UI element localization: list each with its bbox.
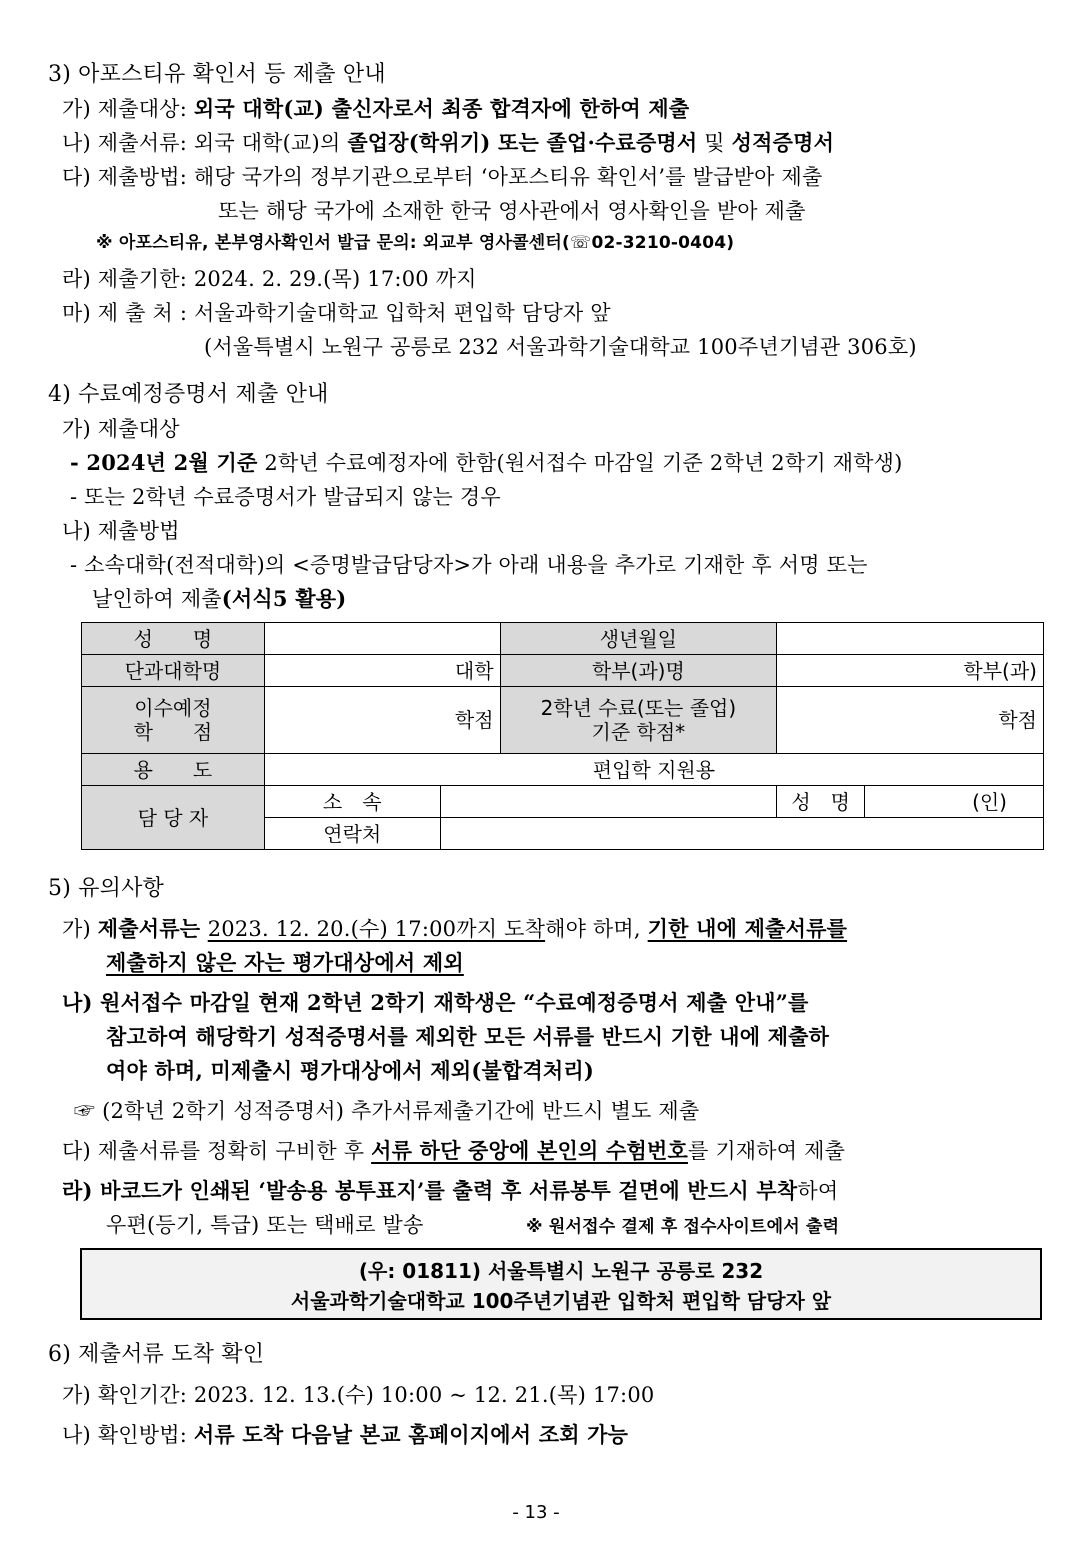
s5-ga-bold: 제출서류는 [97, 916, 208, 941]
s5-da-prefix: 다) 제출서류를 정확히 구비한 후 [62, 1139, 372, 1163]
s3-item-ma-line-2: (서울특별시 노원구 공릉로 232 서울과학기술대학교 100주년기념관 306호) [204, 335, 917, 359]
form-label-credits [82, 687, 265, 754]
s4-ga-item-2: - 또는 2학년 수료증명서가 발급되지 않는 경우 [70, 485, 501, 509]
form-label-affiliation: 소 속 [264, 786, 440, 818]
s5-item-na-line-1: 나) 원서접수 마감일 현재 2학년 2학기 재학생은 “수료예정증명서 제출 안내”를 [62, 990, 809, 1015]
address-line-2: 서울과학기술대학교 100주년기념관 입학처 편입학 담당자 앞 [290, 1289, 832, 1313]
s3-item-da-line-2: 또는 해당 국가에 소재한 한국 영사관에서 영사확인을 받아 제출 [218, 199, 806, 223]
s4-na-item-line-1: - 소속대학(전적대학)의 <증명발급담당자>가 아래 내용을 추가로 기재한 후 서명 또는 [70, 553, 868, 577]
s4-ga-item-1-rest: 2학년 수료예정자에 한함(원서접수 마감일 기준 2학년 2학기 재학생) [257, 451, 903, 475]
s5-item-ra-line-2: 우편(등기, 특급) 또는 택배로 발송 [106, 1213, 424, 1237]
form-label-dept: 학부(과)명 [500, 655, 777, 687]
form-value-affiliation [440, 786, 777, 818]
s4-na-item-form-ref: (서식5 활용) [221, 586, 347, 611]
s5-item-ra-line-1 [62, 1176, 838, 1206]
s3-item-da-line-1: 다) 제출방법: 해당 국가의 정부기관으로부터 ‘아포스티유 확인서’를 발급받아 제출 [62, 165, 823, 189]
form-value-dept: 학부(과) [777, 655, 1044, 687]
s3-na-bold-2: 성적증명서 [731, 130, 835, 155]
page-number: - 13 - [512, 1502, 560, 1523]
s5-ga-warning: 기한 내에 제출서류를 [647, 916, 848, 941]
form-value-purpose: 편입학 지원용 [264, 754, 1043, 786]
section-6-title: 6) 제출서류 도착 확인 [48, 1342, 265, 1367]
mailing-address-box [80, 1248, 1042, 1320]
s3-item-ma-line-1: 마) 제 출 처 : 서울과학기술대학교 입학처 편입학 담당자 앞 [62, 301, 611, 325]
form-label-standard-credits [500, 687, 777, 754]
form-label-purpose: 용 도 [82, 754, 265, 786]
form-value-name [264, 623, 500, 655]
form-label-college: 단과대학명 [82, 655, 265, 687]
s5-ra-note: ※ 원서접수 결제 후 접수사이트에서 출력 [526, 1217, 840, 1237]
form-label-birth: 생년월일 [500, 623, 777, 655]
form-value-credits: 학점 [264, 687, 500, 754]
section-4-title: 4) 수료예정증명서 제출 안내 [48, 382, 329, 407]
form-label-std-l1: 2학년 수료(또는 졸업) [540, 696, 737, 720]
s4-na-item-line-2 [92, 584, 346, 614]
s3-na-mid: 및 [697, 131, 732, 155]
form-label-credits-l1: 이수예정 [134, 696, 212, 720]
s3-item-ga [62, 94, 689, 124]
form-label-std-l2: 기준 학점* [591, 720, 686, 744]
certificate-form-table [81, 622, 1044, 850]
s5-item-ga-line-2: 제출하지 않은 자는 평가대상에서 제외 [106, 950, 464, 975]
form-label-manager: 담 당 자 [82, 786, 265, 850]
form-row-credits [82, 687, 1044, 754]
s5-da-post: 를 기재하여 제출 [687, 1139, 846, 1163]
s3-ga-label: 가) 제출대상: [62, 97, 194, 121]
s6-item-na [62, 1420, 628, 1450]
s3-note: ※ 아포스티유, 본부영사확인서 발급 문의: 외교부 영사콜센터(☏02-3210-0404) [96, 233, 735, 253]
s5-ga-mid: 해야 하며, [545, 917, 648, 941]
form-label-manager-name: 성 명 [777, 786, 865, 818]
s6-item-ga: 가) 확인기간: 2023. 12. 13.(수) 10:00 ~ 12. 21.(목) 17:00 [62, 1383, 655, 1407]
s5-item-na-line-2: 참고하여 해당학기 성적증명서를 제외한 모든 서류를 반드시 기한 내에 제출하 [106, 1024, 830, 1049]
form-row-college [82, 655, 1044, 687]
s5-item-ga-line-1 [62, 914, 847, 944]
s3-na-label: 나) 제출서류: 외국 대학(교)의 [62, 131, 348, 155]
form-value-seal: (인) [865, 786, 1044, 818]
s4-ga-item-1-bold: - 2024년 2월 기준 [70, 450, 258, 475]
form-value-contact [440, 818, 1043, 850]
s3-na-bold-1: 졸업장(학위기) 또는 졸업·수료증명서 [347, 130, 698, 155]
s5-ga-prefix: 가) [62, 917, 98, 941]
form-label-contact: 연락처 [264, 818, 440, 850]
s5-item-da [62, 1136, 845, 1166]
form-value-standard-credits: 학점 [777, 687, 1044, 754]
form-value-birth [777, 623, 1044, 655]
form-row-purpose [82, 754, 1044, 786]
form-label-credits-l2: 학 점 [133, 720, 213, 744]
address-line-1: (우: 01811) 서울특별시 노원구 공릉로 232 [358, 1259, 764, 1283]
s4-item-ga: 가) 제출대상 [62, 417, 180, 441]
s5-hand-note: ☞ (2학년 2학기 성적증명서) 추가서류제출기간에 반드시 별도 제출 [74, 1099, 700, 1123]
s4-ga-item-1 [70, 448, 903, 478]
s3-item-na [62, 128, 834, 158]
s3-ga-text: 외국 대학(교) 출신자로서 최종 합격자에 한하여 제출 [193, 96, 690, 121]
s4-na-item-line-2-text: 날인하여 제출 [92, 587, 222, 611]
form-row-name [82, 623, 1044, 655]
s5-ra-post: 하여 [797, 1179, 839, 1203]
s5-da-underlined: 서류 하단 중앙에 본인의 수험번호 [371, 1138, 688, 1163]
section-5-title: 5) 유의사항 [48, 876, 164, 901]
form-label-name: 성 명 [82, 623, 265, 655]
s5-item-na-line-3: 여야 하며, 미제출시 평가대상에서 제외(불합격처리) [106, 1058, 595, 1083]
s6-na-prefix: 나) 확인방법: [62, 1423, 194, 1447]
section-3-title: 3) 아포스티유 확인서 등 제출 안내 [48, 62, 386, 87]
s3-item-ra: 라) 제출기한: 2024. 2. 29.(목) 17:00 까지 [62, 267, 477, 291]
s6-na-bold: 서류 도착 다음날 본교 홈페이지에서 조회 가능 [193, 1422, 629, 1447]
form-value-college: 대학 [264, 655, 500, 687]
s5-ra-bold: 라) 바코드가 인쇄된 ‘발송용 봉투표지’를 출력 후 서류봉투 겉면에 반드시 부착 [62, 1178, 798, 1203]
s5-ga-deadline: 2023. 12. 20.(수) 17:00까지 도착 [207, 917, 546, 941]
form-row-manager-1 [82, 786, 1044, 818]
s4-item-na: 나) 제출방법 [62, 519, 180, 543]
